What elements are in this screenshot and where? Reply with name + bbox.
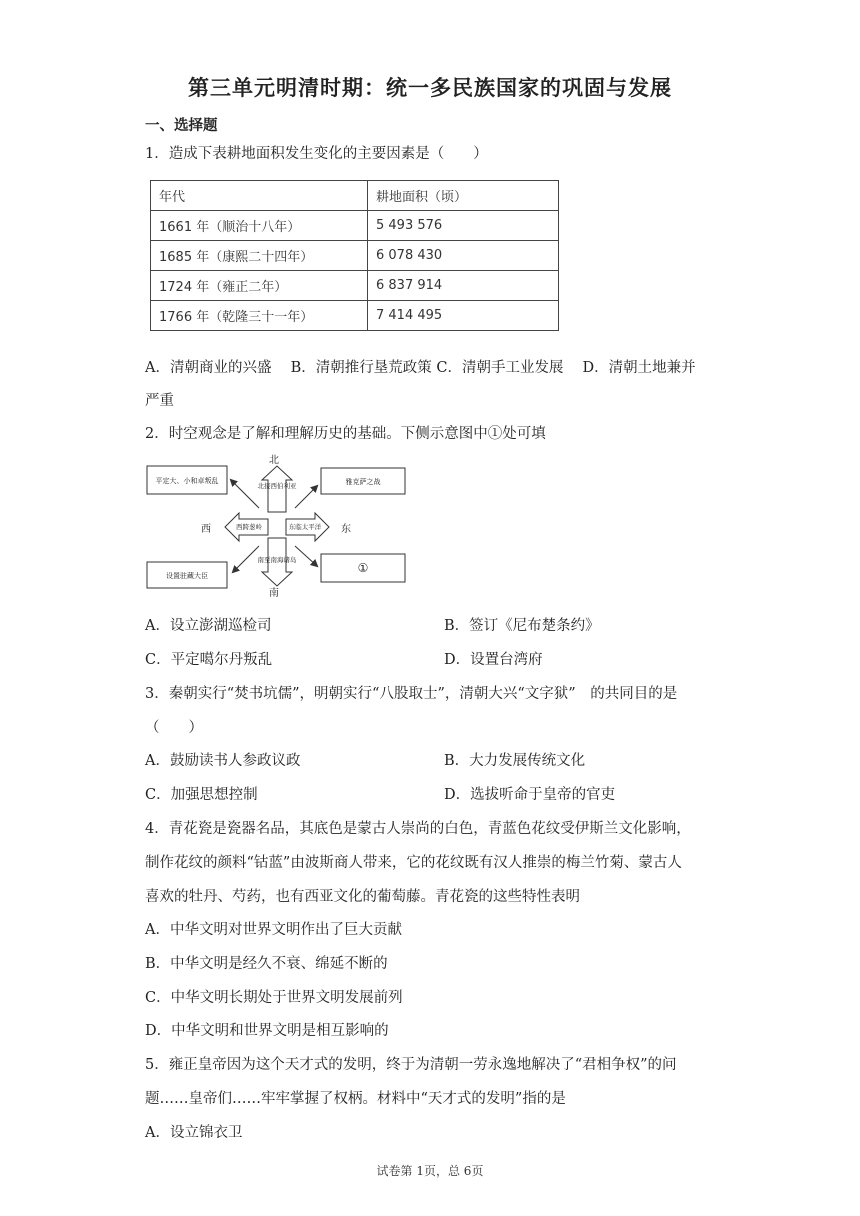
page-title: 第三单元明清时期：统一多民族国家的巩固与发展 [188, 76, 672, 100]
q5-stem-line1: 5．雍正皇帝因为这个天才式的发明，终于为清朝一劳永逸地解决了“君相争权”的问 [145, 1057, 677, 1073]
pointer-ne [295, 486, 317, 508]
table-header-cell: 耕地面积（顷） [368, 181, 559, 211]
box-se-text: ① [357, 561, 369, 575]
table-row [151, 241, 559, 271]
territory-diagram [145, 450, 410, 600]
q4-option-b: B．中华文明是经久不衰、绵延不断的 [145, 956, 388, 972]
arrow-south-label: 南至南海诸岛 [257, 556, 297, 564]
q2-option-b: B．签订《尼布楚条约》 [444, 618, 600, 634]
table-cell: 1766 年（乾隆三十一年） [151, 301, 368, 331]
q3-option-b: B．大力发展传统文化 [444, 753, 586, 769]
table-row [151, 211, 559, 241]
table-row [151, 301, 559, 331]
arrow-west-label: 西跨葱岭 [236, 523, 262, 531]
q3-option-a: A．鼓励读书人参政议政 [145, 753, 301, 769]
q3-option-d: D．选拔听命于皇帝的官吏 [444, 787, 616, 803]
q5-stem-line2: 题……皇帝们……牢牢掌握了权柄。材料中“天才式的发明”指的是 [145, 1091, 566, 1107]
pointer-nw [231, 480, 259, 508]
q4-option-a: A．中华文明对世界文明作出了巨大贡献 [145, 922, 402, 938]
box-nw-text: 平定大、小和卓叛乱 [155, 477, 219, 485]
table-cell: 1685 年（康熙二十四年） [151, 241, 368, 271]
direction-west: 西 [201, 524, 211, 535]
direction-east: 东 [341, 524, 351, 535]
table-cell: 6 078 430 [368, 241, 559, 271]
table-header-row [151, 181, 559, 211]
farmland-table [150, 180, 559, 331]
table-cell: 7 414 495 [368, 301, 559, 331]
q5-option-a: A．设立锦衣卫 [145, 1125, 243, 1141]
direction-north: 北 [269, 455, 279, 466]
table-cell: 5 493 576 [368, 211, 559, 241]
box-sw-text: 设置驻藏大臣 [166, 572, 208, 580]
table-cell: 1724 年（雍正二年） [151, 271, 368, 301]
q4-option-c: C．中华文明长期处于世界文明发展前列 [145, 990, 403, 1006]
q3-option-c: C．加强思想控制 [145, 787, 258, 803]
q3-stem-cont: （ ） [145, 720, 203, 736]
pointer-se [295, 546, 317, 566]
q2-option-c: C．平定噶尔丹叛乱 [145, 652, 273, 668]
section-heading: 一、选择题 [145, 118, 218, 134]
q3-stem: 3．秦朝实行“焚书坑儒”，明朝实行“八股取士”，清朝大兴“文字狱” 的共同目的是 [145, 686, 678, 702]
arrow-north-label: 北接西伯利亚 [257, 482, 297, 490]
box-ne-text: 雅克萨之战 [345, 478, 381, 486]
q1-options: A．清朝商业的兴盛 B．清朝推行垦荒政策 C．清朝手工业发展 D．清朝土地兼并 [145, 360, 696, 376]
page-footer: 试卷第 1页，总 6页 [376, 1164, 484, 1178]
q1-options-cont: 严重 [145, 393, 174, 409]
q2-option-d: D．设置台湾府 [444, 652, 543, 668]
table-cell: 6 837 914 [368, 271, 559, 301]
q2-option-a: A．设立澎湖巡检司 [145, 618, 272, 634]
q4-stem-line2: 制作花纹的颜料“钴蓝”由波斯商人带来，它的花纹既有汉人推崇的梅兰竹菊、蒙古人 [145, 855, 682, 871]
table-row [151, 271, 559, 301]
arrow-east-label: 东临太平洋 [288, 523, 322, 531]
table-cell: 1661 年（顺治十八年） [151, 211, 368, 241]
q4-option-d: D．中华文明和世界文明是相互影响的 [145, 1023, 389, 1039]
q2-stem: 2．时空观念是了解和理解历史的基础。下侧示意图中①处可填 [145, 426, 546, 442]
q4-stem-line3: 喜欢的牡丹、芍药，也有西亚文化的葡萄藤。青花瓷的这些特性表明 [145, 889, 580, 905]
pointer-sw [233, 546, 259, 572]
table-header-cell: 年代 [151, 181, 368, 211]
direction-south: 南 [269, 588, 279, 599]
q4-stem-line1: 4．青花瓷是瓷器名品，其底色是蒙古人崇尚的白色，青蓝色花纹受伊斯兰文化影响， [145, 821, 691, 837]
q1-stem: 1．造成下表耕地面积发生变化的主要因素是（ ） [145, 146, 488, 162]
